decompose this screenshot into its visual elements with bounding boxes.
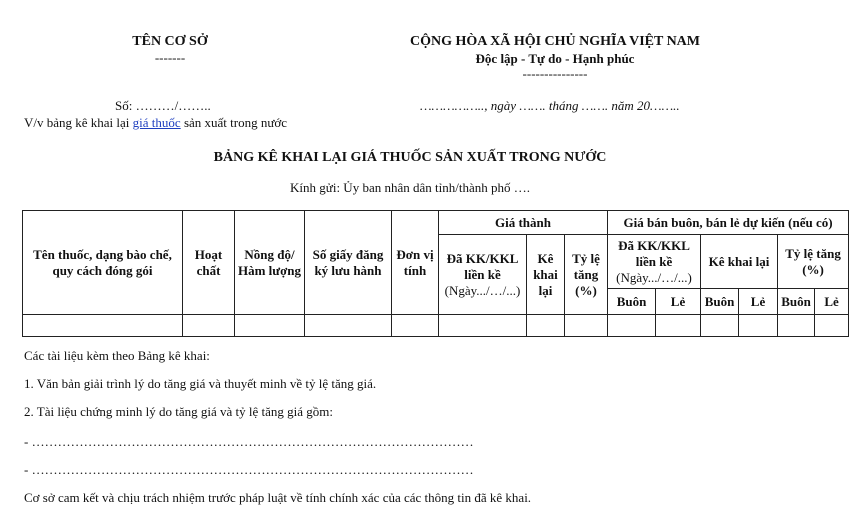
subject-line xyxy=(24,115,287,131)
col-registration: Số giấy đăng ký lưu hành xyxy=(305,211,392,315)
group-sale-price: Giá bán buôn, bán lẻ dự kiến (nếu có) xyxy=(608,211,849,235)
col-active-ingredient: Hoạt chất xyxy=(183,211,235,315)
sale-rate-wholesale: Buôn xyxy=(778,289,815,315)
org-dash: ------- xyxy=(154,50,186,65)
table-cell[interactable] xyxy=(305,315,392,337)
recipient-line: Kính gửi: Ủy ban nhân dân tỉnh/thành phố …. xyxy=(290,180,530,195)
table-cell[interactable] xyxy=(656,315,701,337)
drug-price-link[interactable]: giá thuốc xyxy=(132,115,181,130)
sale-declared-label: Đã KK/KKL liền kề xyxy=(618,237,690,269)
sale-redeclare: Kê khai lại xyxy=(701,235,778,289)
group-cost-price: Giá thành xyxy=(439,211,608,235)
document-title: BẢNG KÊ KHAI LẠI GIÁ THUỐC SẢN XUẤT TRONG NƯỚC xyxy=(213,150,607,165)
table-cell[interactable] xyxy=(23,315,183,337)
table-row xyxy=(23,315,849,337)
dotted-line-2[interactable]: - ………………………………………………………………………………………… xyxy=(24,462,474,477)
table-cell[interactable] xyxy=(527,315,565,337)
sale-redeclare-retail: Lẻ xyxy=(739,289,778,315)
commitment-text: Cơ sở cam kết và chịu trách nhiệm trước pháp luật về tính chính xác của các thông tin đã kê khai. xyxy=(24,490,532,505)
table-cell[interactable] xyxy=(565,315,608,337)
table-cell[interactable] xyxy=(608,315,656,337)
sale-declared-retail: Lẻ xyxy=(656,289,701,315)
cost-declared-cell xyxy=(439,235,527,315)
attachment-item-2: 2. Tài liệu chứng minh lý do tăng giá và tỷ lệ tăng giá gồm: xyxy=(24,404,333,419)
table-cell[interactable] xyxy=(235,315,305,337)
table-cell[interactable] xyxy=(815,315,849,337)
sale-declared-cell xyxy=(608,235,701,289)
org-name: TÊN CƠ SỞ xyxy=(132,34,208,49)
attachment-item-1: 1. Văn bản giải trình lý do tăng giá và thuyết minh về tỷ lệ tăng giá. xyxy=(24,376,377,391)
cost-declared-date: (Ngày.../…/...) xyxy=(444,282,521,298)
cost-declared-label: Đã KK/KKL liền kề xyxy=(446,250,519,282)
attachments-intro: Các tài liệu kèm theo Bảng kê khai: xyxy=(24,348,210,363)
sale-redeclare-wholesale: Buôn xyxy=(701,289,739,315)
table-cell[interactable] xyxy=(392,315,439,337)
subject-prefix: V/v bảng kê khai lại xyxy=(24,115,130,130)
col-unit: Đơn vị tính xyxy=(392,211,439,315)
col-strength: Nồng độ/ Hàm lượng xyxy=(235,211,305,315)
table-cell[interactable] xyxy=(439,315,527,337)
motto: Độc lập - Tự do - Hạnh phúc xyxy=(475,51,635,66)
sale-rate-retail: Lẻ xyxy=(815,289,849,315)
table-cell[interactable] xyxy=(701,315,739,337)
motto-dash: --------------- xyxy=(522,66,588,81)
document-number: Số: ………/…….. xyxy=(115,98,211,113)
table-cell[interactable] xyxy=(778,315,815,337)
price-table xyxy=(22,210,849,337)
col-drug-name: Tên thuốc, dạng bào chế, quy cách đóng gói xyxy=(23,211,183,315)
date-line: …………….., ngày ……. tháng ……. năm 20…….. xyxy=(420,98,680,113)
dotted-line-1[interactable]: - ………………………………………………………………………………………… xyxy=(24,434,474,449)
cost-increase-rate: Tỷ lệ tăng (%) xyxy=(565,235,608,315)
table-cell[interactable] xyxy=(739,315,778,337)
subject-suffix: sản xuất trong nước xyxy=(183,115,288,130)
sale-declared-wholesale: Buôn xyxy=(608,289,656,315)
sale-increase-rate: Tỷ lệ tăng (%) xyxy=(778,235,849,289)
cost-redeclare: Kê khai lại xyxy=(527,235,565,315)
sale-declared-date: (Ngày.../…/...) xyxy=(616,269,692,285)
table-cell[interactable] xyxy=(183,315,235,337)
nation-title: CỘNG HÒA XÃ HỘI CHỦ NGHĨA VIỆT NAM xyxy=(409,34,700,49)
